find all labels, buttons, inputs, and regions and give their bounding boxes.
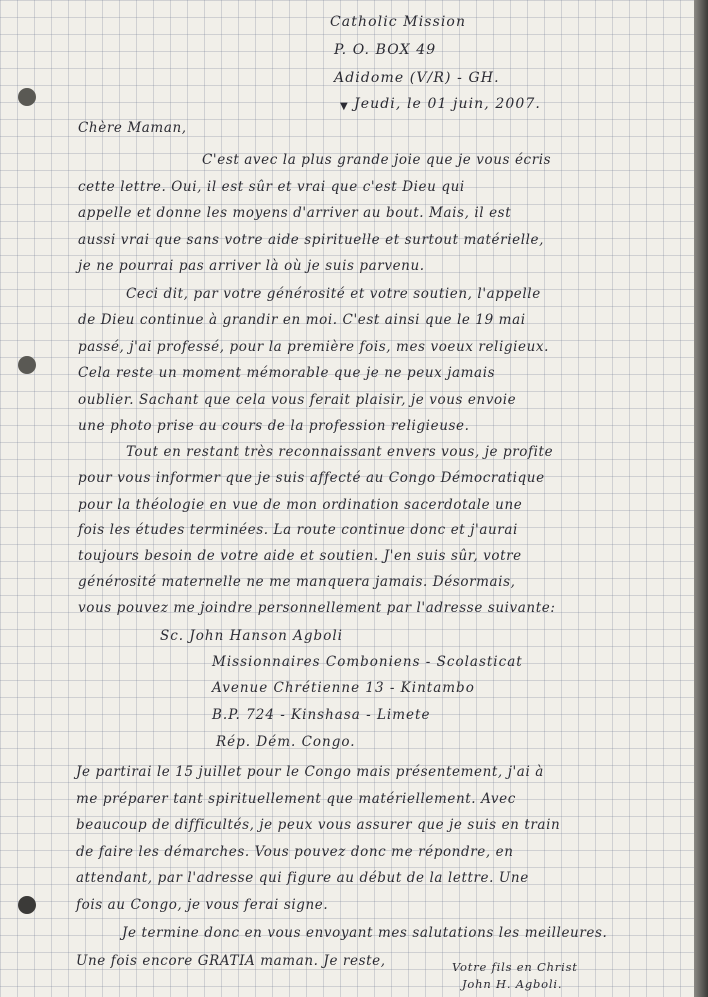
body-line: générosité maternelle ne me manquera jamais. Désormais, — [78, 574, 516, 590]
body-line: toujours besoin de votre aide et soutien. J'en suis sûr, votre — [78, 548, 522, 564]
body-line: passé, j'ai professé, pour la première fois, mes voeux religieux. — [78, 339, 550, 355]
body-line: attendant, par l'adresse qui figure au début de la lettre. Une — [76, 870, 529, 886]
body-line: cette lettre. Oui, il est sûr et vrai que c'est Dieu qui — [78, 179, 465, 195]
address-line: Rép. Dém. Congo. — [216, 734, 356, 750]
page-edge-shadow — [694, 0, 708, 997]
body-line: fois au Congo, je vous ferai signe. — [76, 897, 329, 913]
address-line: Avenue Chrétienne 13 - Kintambo — [212, 680, 475, 696]
body-line: C'est avec la plus grande joie que je vous écris — [202, 152, 552, 168]
punch-hole-bottom — [18, 896, 36, 914]
body-line: fois les études terminées. La route continue donc et j'aurai — [78, 522, 518, 538]
body-line: je ne pourrai pas arriver là où je suis parvenu. — [78, 258, 425, 274]
body-line: aussi vrai que sans votre aide spirituelle et surtout matérielle, — [78, 232, 545, 248]
header-line-2: P. O. BOX 49 — [334, 42, 437, 58]
body-line: me préparer tant spirituellement que matériellement. Avec — [76, 791, 516, 807]
header-line-1: Catholic Mission — [330, 14, 467, 30]
body-line: Cela reste un moment mémorable que je ne peux jamais — [78, 365, 496, 381]
body-line: une photo prise au cours de la profession religieuse. — [78, 418, 470, 434]
body-line: pour vous informer que je suis affecté au Congo Démocratique — [78, 470, 545, 486]
body-line: oublier. Sachant que cela vous ferait plaisir, je vous envoie — [78, 392, 517, 408]
body-line: Ceci dit, par votre générosité et votre soutien, l'appelle — [126, 286, 541, 302]
address-line: Missionnaires Comboniens - Scolasticat — [212, 654, 523, 670]
body-line: appelle et donne les moyens d'arriver au bout. Mais, il est — [78, 205, 512, 221]
body-line: vous pouvez me joindre personnellement par l'adresse suivante: — [78, 600, 556, 616]
signature-name: John H. Agboli. — [462, 977, 563, 991]
body-line: Une fois encore GRATIA maman. Je reste, — [76, 953, 386, 969]
header-line-3: Adidome (V/R) - GH. — [334, 70, 500, 86]
address-line: B.P. 724 - Kinshasa - Limete — [212, 707, 431, 723]
punch-hole-middle — [18, 356, 36, 374]
body-line: Je termine donc en vous envoyant mes salutations les meilleures. — [122, 925, 608, 941]
body-line: Tout en restant très reconnaissant envers vous, je profite — [126, 444, 554, 460]
body-line: beaucoup de difficultés, je peux vous assurer que je suis en train — [76, 817, 561, 833]
body-line: Je partirai le 15 juillet pour le Congo mais présentement, j'ai à — [76, 764, 544, 780]
punch-hole-top — [18, 88, 36, 106]
salutation: Chère Maman, — [78, 120, 187, 136]
body-line: de faire les démarches. Vous pouvez donc me répondre, en — [76, 844, 514, 860]
date-bullet-icon: ▼ — [340, 101, 348, 112]
body-line: pour la théologie en vue de mon ordination sacerdotale une — [78, 497, 523, 513]
header-date: Jeudi, le 01 juin, 2007. — [354, 96, 541, 112]
signature-line-1: Votre fils en Christ — [452, 960, 578, 974]
body-line: de Dieu continue à grandir en moi. C'est ainsi que le 19 mai — [78, 312, 526, 328]
address-line: Sc. John Hanson Agboli — [160, 628, 343, 644]
